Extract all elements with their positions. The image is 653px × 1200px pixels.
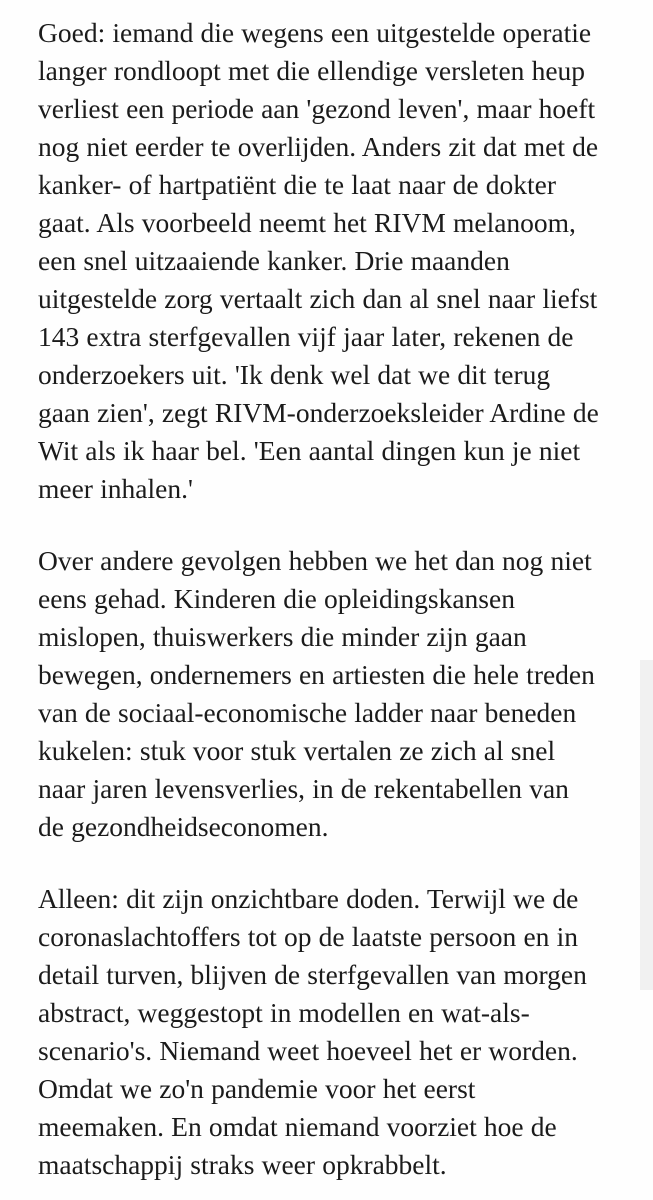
article-paragraph: Goed: iemand die wegens een uitgestelde operatie langer rondloopt met die ellendige versleten heup verliest een periode aan 'gezond leven', maar hoeft nog niet eerder te overlijden. Anders zit dat met de kanker- of hartpatiënt die te laat naar de dokter gaat. Als voorbeeld neemt het RIVM melanoom, een snel uitzaaiende kanker. Drie maanden uitgestelde zorg vertaalt zich dan al snel naar liefst 143 extra sterfgevallen vijf jaar later, rekenen de onderzoekers uit. 'Ik denk wel dat we dit terug gaan zien', zegt RIVM-onderzoeksleider Ardine de Wit als ik haar bel. 'Een aantal dingen kun je niet meer inhalen.' — [38, 17, 599, 504]
vertical-scrollbar-thumb[interactable] — [640, 660, 653, 990]
article-paragraph: Over andere gevolgen hebben we het dan nog niet eens gehad. Kinderen die opleidingskansen mislopen, thuiswerkers die minder zijn gaan bewegen, ondernemers en artiesten die hele treden van de sociaal-economische ladder naar beneden kukelen: stuk voor stuk vertalen ze zich al snel naar jaren levensverlies, in de rekentabellen van de gezondheidseconomen. — [38, 545, 595, 842]
article-paragraph: Alleen: dit zijn onzichtbare doden. Terwijl we de coronaslachtoffers tot op de laatste persoon en in detail turven, blijven de sterfgevallen van morgen abstract, weggestopt in modellen en wat-als-scenario's. Niemand weet hoeveel het er worden. Omdat we zo'n pandemie voor het eerst meemaken. En omdat niemand voorziet hoe de maatschappij straks weer opkrabbelt. — [38, 883, 587, 1180]
vertical-scrollbar-track[interactable] — [640, 0, 653, 1200]
